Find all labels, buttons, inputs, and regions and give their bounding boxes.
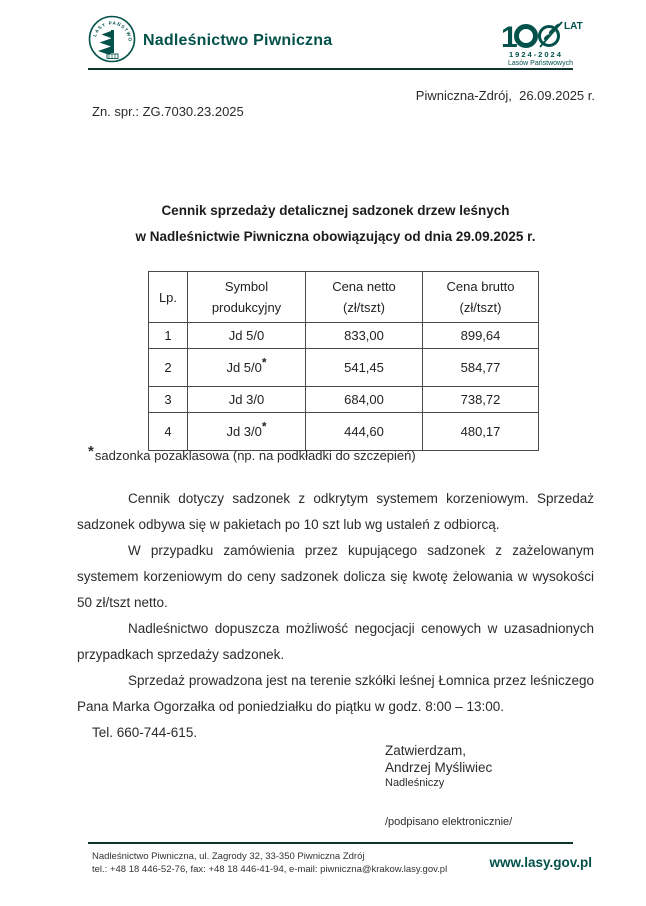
- document-title-line2: w Nadleśnictwie Piwniczna obowiązujący od dnia 29.09.2025 r.: [135, 229, 536, 244]
- footer-address-line1: Nadleśnictwo Piwniczna, ul. Zagrody 32, 33-350 Piwniczna Zdrój: [92, 851, 365, 862]
- paragraph-2: W przypadku zamówienia przez kupującego sadzonek z zażelowanym systemem korzeniowym do ceny sadzonek dolicza się kwotę żelowania w wysokości 50 zł/tszt netto.: [77, 543, 594, 610]
- signature-approval: Zatwierdzam,: [385, 743, 467, 758]
- document-title-line1: Cennik sprzedaży detalicznej sadzonek drzew leśnych: [161, 203, 510, 218]
- case-number: Zn. spr.: ZG.7030.23.2025: [92, 104, 244, 119]
- org-name: Nadleśnictwo Piwniczna: [143, 32, 333, 49]
- footer-address: [92, 851, 447, 876]
- footer-address-line2: tel.: +48 18 446-52-76, fax: +48 18 446-41-94, e-mail: piwniczna@krakow.lasy.gov.pl: [92, 863, 448, 875]
- signature-role: Nadleśniczy: [385, 777, 445, 789]
- footnote-text: sadzonka pozaklasowa (np. na podkładki do szczepień): [94, 448, 416, 463]
- paragraph-3: Nadleśnictwo dopuszcza możliwość negocjacji cenowych w uzasadnionych przypadkach sprzedaży sadzonek.: [77, 621, 594, 662]
- paragraph-4: Sprzedaż prowadzona jest na terenie szkółki leśnej Łomnica przez leśniczego Pana Marka Ogorzałka od poniedziałku do piątku w godz. 8:00 – 13:00.: [77, 673, 594, 714]
- document-title: [77, 198, 594, 250]
- signature-block: [385, 742, 492, 790]
- table-header-row: [149, 272, 539, 323]
- table-footnote: [88, 443, 416, 463]
- 100-lat-logo-icon: [500, 17, 592, 72]
- svg-text:LASY PAŃSTWOWE: LASY PAŃSTWO: [92, 20, 133, 43]
- svg-text:1924-2024: 1924-2024: [509, 50, 563, 59]
- phone-line: Tel. 660-744-615.: [92, 725, 198, 740]
- col-header-lp: Lp.: [149, 272, 188, 323]
- col-header-netto: Cena netto (zł/tszt): [306, 272, 423, 323]
- svg-text:1: 1: [501, 21, 518, 54]
- paragraph-1: Cennik dotyczy sadzonek z odkrytym systemem korzeniowym. Sprzedaż sadzonek odbywa się w pakietach po 10 szt lub wg ustaleń z odbiorcą.: [77, 491, 594, 532]
- table-row: 3 Jd 3/0 684,00 738,72: [149, 387, 539, 413]
- body-text: [77, 486, 594, 746]
- lasy-panstwowe-logo-icon: [88, 15, 136, 68]
- col-header-brutto: Cena brutto (zł/tszt): [423, 272, 539, 323]
- footer-divider: [88, 842, 573, 844]
- svg-text:LAT: LAT: [564, 21, 583, 32]
- signature-name: Andrzej Myśliwiec: [385, 760, 493, 775]
- footnote-star: *: [88, 443, 94, 460]
- header-divider: [88, 68, 573, 70]
- table-row: 4 Jd 3/0* 444,60 480,17: [149, 413, 539, 451]
- table-row: 2 Jd 5/0* 541,45 584,77: [149, 349, 539, 387]
- footer-website-link[interactable]: www.lasy.gov.pl: [489, 855, 592, 870]
- col-header-symbol: Symbol produkcyjny: [188, 272, 306, 323]
- table-row: 1 Jd 5/0 833,00 899,64: [149, 323, 539, 349]
- place-and-date: Piwniczna-Zdrój, 26.09.2025 r.: [415, 88, 595, 103]
- price-table: [148, 271, 539, 451]
- svg-text:Lasów Państwowych: Lasów Państwowych: [508, 60, 573, 67]
- electronic-signature-note: /podpisano elektronicznie/: [385, 816, 513, 828]
